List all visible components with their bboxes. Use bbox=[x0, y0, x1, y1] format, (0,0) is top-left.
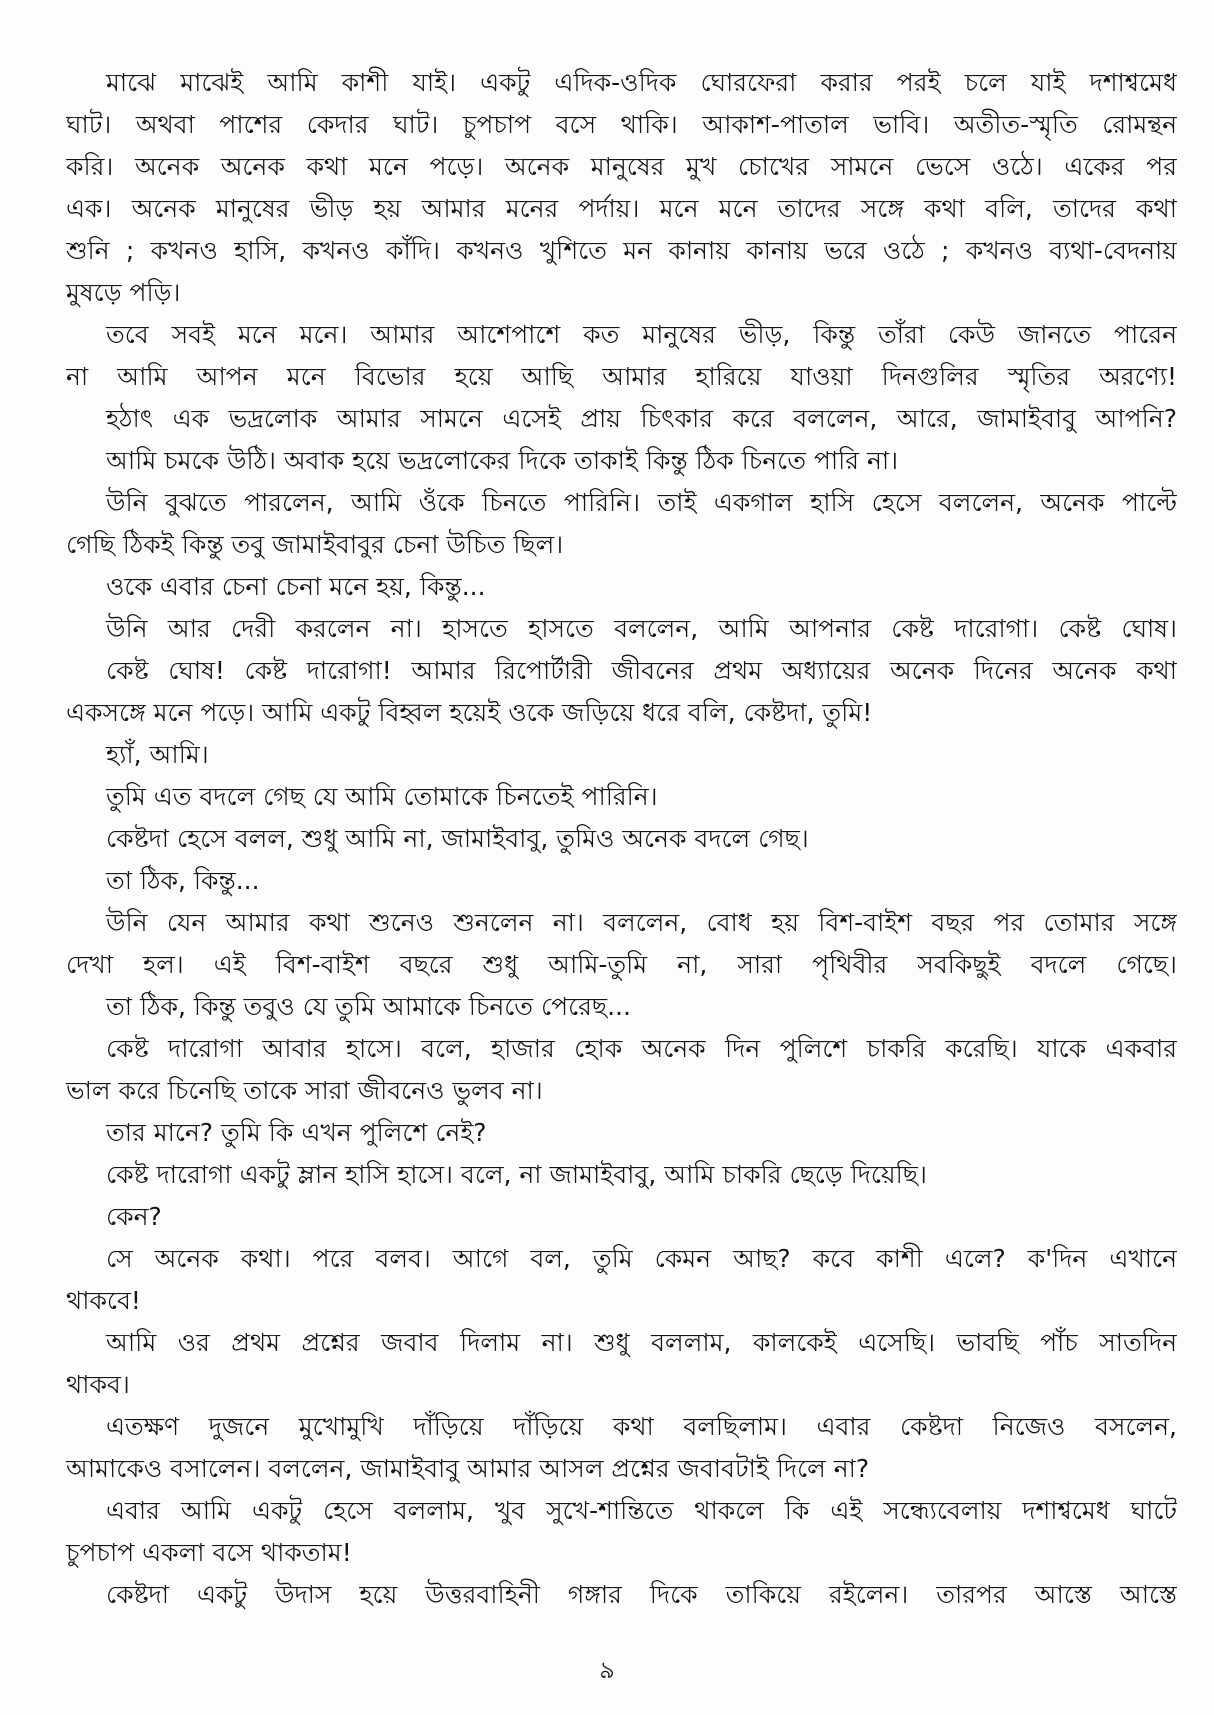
text-line: আমি চমকে উঠি। অবাক হয়ে ভদ্রলোকের দিকে তাকাই কিন্তু ঠিক চিনতে পারি না। bbox=[106, 446, 899, 475]
text-line: এক। অনেক মানুষের ভীড় হয় আমার মনের পর্দায়। মনে মনে তাদের সঙ্গে কথা বলি, তাদের কথা bbox=[66, 194, 1177, 223]
text-line: মুষড়ে পড়ি। bbox=[66, 278, 181, 307]
text-line: থাকব। bbox=[66, 1370, 130, 1399]
text-line: শুনি ; কখনও হাসি, কখনও কাঁদি। কখনও খুশিতে মন কানায় কানায় ভরে ওঠে ; কখনও ব্যথা-বেদনায় bbox=[66, 236, 1177, 265]
text-line: আমি ওর প্রথম প্রশ্নের জবাব দিলাম না। শুধু বললাম, কালকেই এসেছি। ভাবছি পাঁচ সাতদিন bbox=[106, 1328, 1177, 1357]
text-line: উনি বুঝতে পারলেন, আমি ওঁকে চিনতে পারিনি। তাই একগাল হাসি হেসে বললেন, অনেক পাল্টে bbox=[106, 488, 1177, 517]
text-line: গেছি ঠিকই কিন্তু তবু জামাইবাবুর চেনা উচিত ছিল। bbox=[66, 530, 564, 559]
text-line: থাকবে! bbox=[66, 1286, 141, 1315]
text-line: তবে সবই মনে মনে। আমার আশেপাশে কত মানুষের ভীড়, কিন্তু তাঁরা কেউ জানতে পারেন bbox=[106, 320, 1177, 349]
text-line: তা ঠিক, কিন্তু... bbox=[106, 866, 260, 895]
text-line: কেষ্টদা একটু উদাস হয়ে উত্তরবাহিনী গঙ্গার দিকে তাকিয়ে রইলেন। তারপর আস্তে আস্তে bbox=[106, 1580, 1177, 1609]
text-line: ভাল করে চিনেছি তাকে সারা জীবনেও ভুলব না। bbox=[66, 1076, 543, 1105]
text-line: সে অনেক কথা। পরে বলব। আগে বল, তুমি কেমন আছ? কবে কাশী এলে? ক'দিন এখানে bbox=[106, 1244, 1177, 1273]
text-line: ঘাট। অথবা পাশের কেদার ঘাট। চুপচাপ বসে থাকি। আকাশ-পাতাল ভাবি। অতীত-স্মৃতি রোমন্থন bbox=[66, 110, 1177, 139]
body-text bbox=[66, 62, 1177, 1616]
text-line: একসঙ্গে মনে পড়ে। আমি একটু বিহ্বল হয়েই ওকে জড়িয়ে ধরে বলি, কেষ্টদা, তুমি! bbox=[66, 698, 873, 727]
text-line: এবার আমি একটু হেসে বললাম, খুব সুখে-শান্তিতে থাকলে কি এই সন্ধ্যেবেলায় দশাশ্বমেধ ঘাটে bbox=[106, 1496, 1177, 1525]
text-line: করি। অনেক অনেক কথা মনে পড়ে। অনেক মানুষের মুখ চোখের সামনে ভেসে ওঠে। একের পর bbox=[66, 152, 1177, 181]
text-line: উনি যেন আমার কথা শুনেও শুনলেন না। বললেন, বোধ হয় বিশ-বাইশ বছর পর তোমার সঙ্গে bbox=[106, 908, 1177, 937]
text-line: কেষ্টদা হেসে বলল, শুধু আমি না, জামাইবাবু, তুমিও অনেক বদলে গেছ। bbox=[106, 824, 809, 853]
page-number: ৯ bbox=[599, 1656, 615, 1684]
text-line: তুমি এত বদলে গেছ যে আমি তোমাকে চিনতেই পারিনি। bbox=[106, 782, 658, 811]
text-line: হঠাৎ এক ভদ্রলোক আমার সামনে এসেই প্রায় চিৎকার করে বললেন, আরে, জামাইবাবু আপনি? bbox=[106, 404, 1177, 433]
text-line: কেন? bbox=[106, 1202, 162, 1231]
text-line: হ্যাঁ, আমি। bbox=[106, 740, 209, 769]
text-line: উনি আর দেরী করলেন না। হাসতে হাসতে বললেন, আমি আপনার কেষ্ট দারোগা। কেষ্ট ঘোষ। bbox=[106, 614, 1177, 643]
text-line: আমাকেও বসালেন। বললেন, জামাইবাবু আমার আসল প্রশ্নের জবাবটাই দিলে না? bbox=[66, 1454, 870, 1483]
text-line: কেষ্ট ঘোষ! কেষ্ট দারোগা! আমার রিপোর্টারী জীবনের প্রথম অধ্যায়ের অনেক দিনের অনেক কথা bbox=[106, 656, 1177, 685]
text-line: কেষ্ট দারোগা আবার হাসে। বলে, হাজার হোক অনেক দিন পুলিশে চাকরি করেছি। যাকে একবার bbox=[106, 1034, 1177, 1063]
text-line: এতক্ষণ দুজনে মুখোমুখি দাঁড়িয়ে দাঁড়িয়ে কথা বলছিলাম। এবার কেষ্টদা নিজেও বসলেন, bbox=[106, 1412, 1177, 1441]
text-line: তার মানে? তুমি কি এখন পুলিশে নেই? bbox=[106, 1118, 487, 1147]
text-line: ওকে এবার চেনা চেনা মনে হয়, কিন্তু... bbox=[106, 572, 486, 601]
text-line: তা ঠিক, কিন্তু তবুও যে তুমি আমাকে চিনতে পেরেছ... bbox=[106, 992, 631, 1021]
text-line: চুপচাপ একলা বসে থাকতাম! bbox=[66, 1538, 352, 1567]
text-line: দেখা হল। এই বিশ-বাইশ বছরে শুধু আমি-তুমি না, সারা পৃথিবীর সবকিছুই বদলে গেছে। bbox=[66, 950, 1177, 979]
text-line: না আমি আপন মনে বিভোর হয়ে আছি আমার হারিয়ে যাওয়া দিনগুলির স্মৃতির অরণ্যে! bbox=[66, 362, 1177, 391]
text-line: মাঝে মাঝেই আমি কাশী যাই। একটু এদিক-ওদিক ঘোরফেরা করার পরই চলে যাই দশাশ্বমেধ bbox=[106, 68, 1177, 97]
text-line: কেষ্ট দারোগা একটু ম্লান হাসি হাসে। বলে, না জামাইবাবু, আমি চাকরি ছেড়ে দিয়েছি। bbox=[106, 1160, 927, 1189]
